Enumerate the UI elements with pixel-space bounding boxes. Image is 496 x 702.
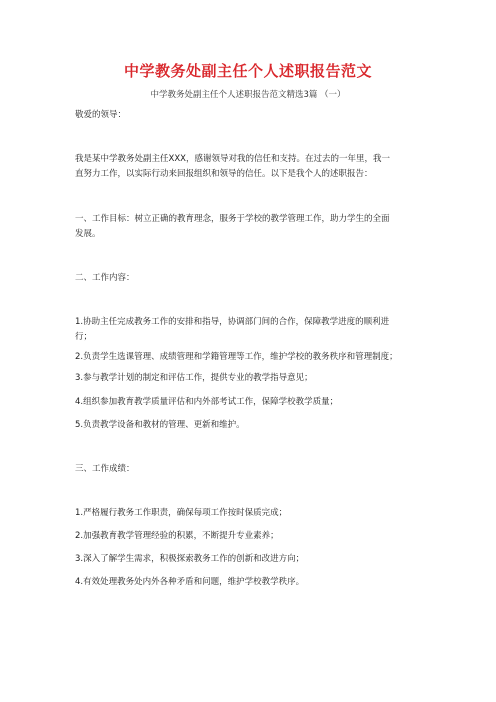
intro-line: 我是某中学教务处副主任XXX，感谢领导对我的信任和支持。在过去的一年里，我一 bbox=[75, 154, 390, 164]
section-2-item bbox=[75, 418, 435, 433]
list-item-line: 2.加强教育教学管理经验的积累，不断提升专业素养； bbox=[75, 531, 279, 541]
intro-paragraph bbox=[75, 152, 435, 182]
section-1-line: 发展。 bbox=[75, 229, 101, 239]
list-item-line: 4.组织参加教育教学质量评估和内外部考试工作，保障学校教学质量； bbox=[75, 397, 339, 407]
greeting-text: 敬爱的领导： bbox=[75, 110, 127, 120]
greeting bbox=[75, 108, 435, 123]
intro-line: 直努力工作，以实际行动来回报组织和领导的信任。以下是我个人的述职报告： bbox=[75, 169, 373, 179]
section-3-item bbox=[75, 552, 435, 567]
list-item-line: 行； bbox=[75, 332, 93, 342]
section-2-heading-text: 二、工作内容： bbox=[75, 273, 135, 283]
section-2-item bbox=[75, 395, 435, 410]
section-3-heading bbox=[75, 462, 435, 477]
section-2-item bbox=[75, 350, 435, 365]
section-1-paragraph bbox=[75, 212, 435, 242]
list-item-line: 2.负责学生选课管理、成绩管理和学籍管理等工作，维护学校的教务秩序和管理制度； bbox=[75, 352, 398, 362]
section-3-item bbox=[75, 506, 435, 521]
list-item-line: 3.参与教学计划的制定和评估工作，提供专业的教学指导意见； bbox=[75, 373, 313, 383]
section-1-line: 一、工作目标：树立正确的教育理念，服务于学校的教学管理工作，助力学生的全面 bbox=[75, 214, 390, 224]
section-3-item bbox=[75, 529, 435, 544]
list-item-line: 1.严格履行教务工作职责，确保每项工作按时保质完成； bbox=[75, 508, 288, 518]
document-title: 中学教务处副主任个人述职报告范文 bbox=[123, 62, 372, 80]
section-2-item bbox=[75, 371, 435, 386]
list-item-line: 3.深入了解学生需求，积极探索教务工作的创新和改进方向； bbox=[75, 554, 305, 564]
document-subtitle: 中学教务处副主任个人述职报告范文精选3篇 （一） bbox=[150, 90, 346, 100]
list-item-line: 4.有效处理教务处内外各种矛盾和问题，维护学校教学秩序。 bbox=[75, 577, 305, 587]
section-3-heading-text: 三、工作成绩： bbox=[75, 464, 135, 474]
section-2-item bbox=[75, 315, 435, 345]
list-item-line: 5.负责教学设备和教材的管理、更新和维护。 bbox=[75, 420, 245, 430]
list-item-line: 1.协助主任完成教务工作的安排和指导，协调部门间的合作，保障教学进度的顺利进 bbox=[75, 317, 390, 327]
section-3-item bbox=[75, 575, 435, 590]
section-2-heading bbox=[75, 271, 435, 286]
